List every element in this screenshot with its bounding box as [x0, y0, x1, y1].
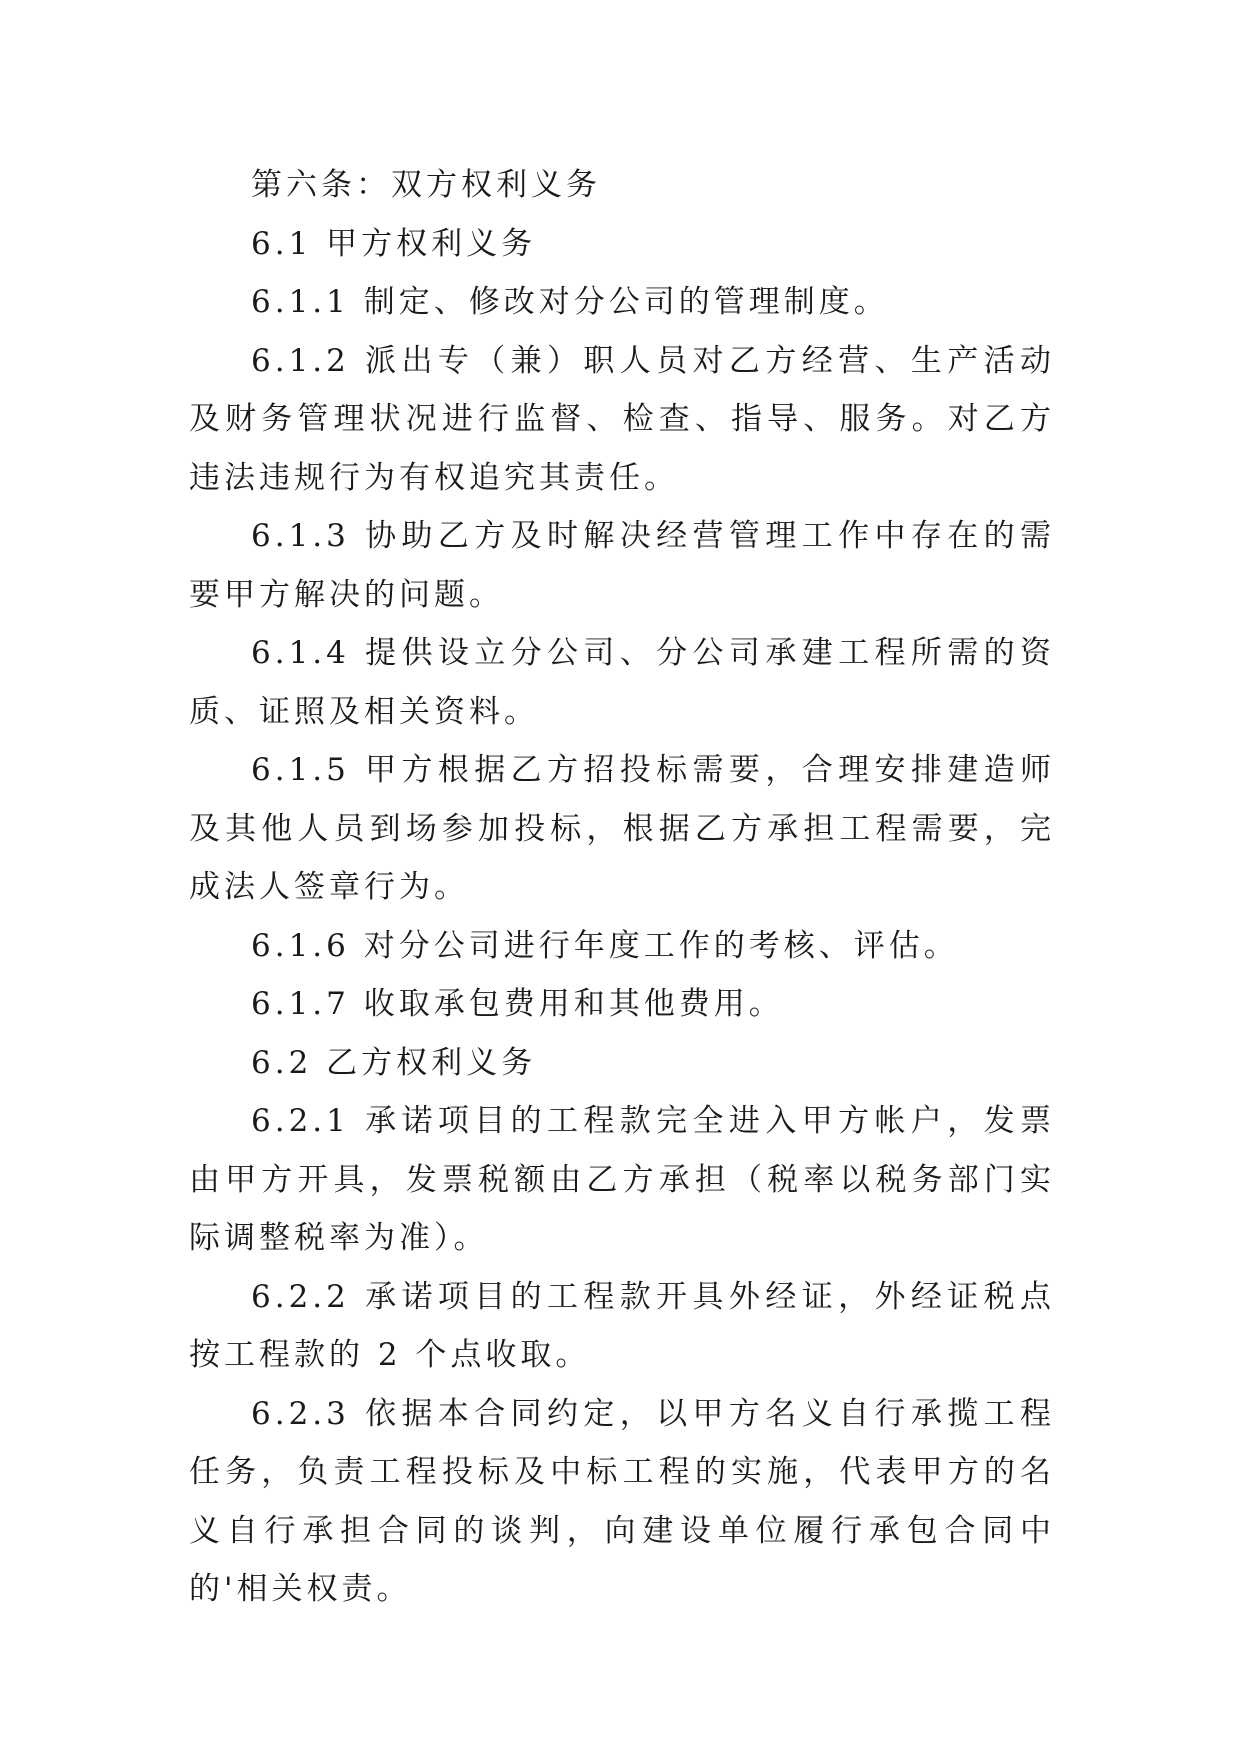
clause-6-1-6: 6.1.6 对分公司进行年度工作的考核、评估。 — [251, 927, 959, 964]
clause-6-1-5: 6.1.5 甲方根据乙方招投标需要，合理安排建造师及其他人员到场参加投标，根据乙方承担工程需要，完成法人签章行为。 — [189, 752, 1055, 905]
clause-6-1-3: 6.1.3 协助乙方及时解决经营管理工作中存在的需要甲方解决的问题。 — [189, 518, 1055, 613]
section-heading-party-b: 6.2 乙方权利义务 — [251, 1044, 537, 1081]
clause-6-1-7: 6.1.7 收取承包费用和其他费用。 — [251, 986, 784, 1022]
clause-6-2-1: 6.2.1 承诺项目的工程款完全进入甲方帐户，发票由甲方开具，发票税额由乙方承担（税率以税务部门实际调整税率为准）。 — [189, 1103, 1055, 1256]
clause-6-1-2: 6.1.2 派出专（兼）职人员对乙方经营、生产活动及财务管理状况进行监督、检查、指导、服务。对乙方违法违规行为有权追究其责任。 — [189, 342, 1055, 496]
section-heading-party-a: 6.1 甲方权利义务 — [251, 225, 537, 262]
clause-6-2-2: 6.2.2 承诺项目的工程款开具外经证，外经证税点按工程款的 2 个点收取。 — [189, 1278, 1055, 1373]
clause-6-1-1: 6.1.1 制定、修改对分公司的管理制度。 — [251, 284, 889, 320]
clause-6-2-3: 6.2.3 依据本合同约定，以甲方名义自行承揽工程任务，负责工程投标及中标工程的实施，代表甲方的名义自行承担合同的谈判，向建设单位履行承包合同中的'相关权责。 — [189, 1395, 1055, 1607]
clause-6-1-4: 6.1.4 提供设立分公司、分公司承建工程所需的资质、证照及相关资料。 — [189, 635, 1055, 730]
document-body — [189, 156, 1055, 1619]
article-heading: 第六条：双方权利义务 — [251, 167, 601, 203]
